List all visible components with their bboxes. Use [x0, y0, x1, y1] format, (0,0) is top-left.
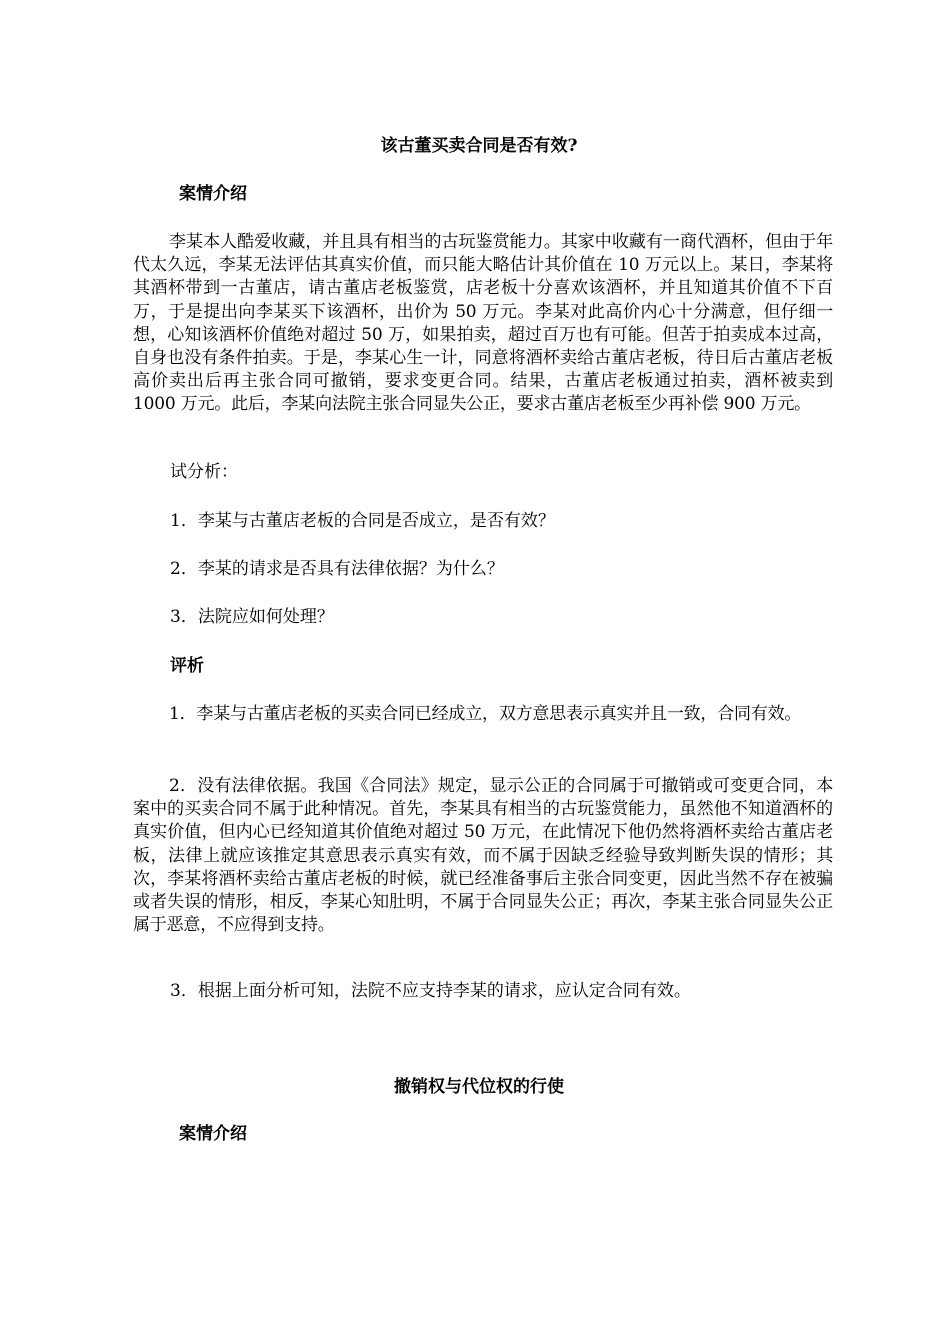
section1-title: 该古董买卖合同是否有效? [380, 136, 578, 156]
analysis-prompt: 试分析： [170, 462, 238, 482]
review-heading: 评析 [170, 656, 204, 676]
answer-item: 1．李某与古董店老板的买卖合同已经成立，双方意思表示真实并且一致，合同有效。 [169, 704, 802, 724]
section2-title: 撤销权与代位权的行使 [394, 1077, 564, 1097]
section1-case-text: 李某本人酷爱收藏，并且具有相当的古玩鉴赏能力。其家中收藏有一商代酒杯，但由于年代太久远，李某无法评估其真实价值，而只能大略估计其价值在 10 万元以上。某日，李某将其酒杯带到一古董店，请古董店老板鉴赏，店老板十分喜欢该酒杯，并且知道其价值不下百万，于是提出向李某买下该酒杯，出价为 50 万元。李某对此高价内心十分满意，但仔细一想，心知该酒杯价值绝对超过 50 万，如果拍卖，超过百万也有可能。但苦于拍卖成本过高，自身也没有条件拍卖。于是，李某心生一计，同意将酒杯卖给古董店老板，待日后古董店老板高价卖出后再主张合同可撤销，要求变更合同。结果，古董店老板通过拍卖，酒杯被卖到 1000 万元。此后，李某向法院主张合同显失公正，要求古董店老板至少再补偿 900 万元。 [133, 232, 833, 415]
section1-case-heading: 案情介绍 [179, 184, 247, 204]
question-item: 1．李某与古董店老板的合同是否成立，是否有效？ [170, 511, 555, 531]
answer-item: 3．根据上面分析可知，法院不应支持李某的请求，应认定合同有效。 [170, 981, 691, 1001]
section2-case-heading: 案情介绍 [179, 1124, 247, 1144]
question-item: 3．法院应如何处理？ [170, 607, 334, 627]
answer-item: 2．没有法律依据。我国《合同法》规定，显示公正的合同属于可撤销或可变更合同，本案中的买卖合同不属于此种情况。首先，李某具有相当的古玩鉴赏能力，虽然他不知道酒杯的真实价值，但内心已经知道其价值绝对超过 50 万元，在此情况下他仍然将酒杯卖给古董店老板，法律上就应该推定其意思表示真实有效，而不属于因缺乏经验导致判断失误的情形；其次，李某将酒杯卖给古董店老板的时候，就已经准备事后主张合同变更，因此当然不存在被骗或者失误的情形，相反，李某心知肚明，不属于合同显失公正；再次，李某主张合同显失公正属于恶意，不应得到支持。 [133, 776, 833, 936]
question-item: 2．李某的请求是否具有法律依据？为什么？ [170, 559, 504, 579]
